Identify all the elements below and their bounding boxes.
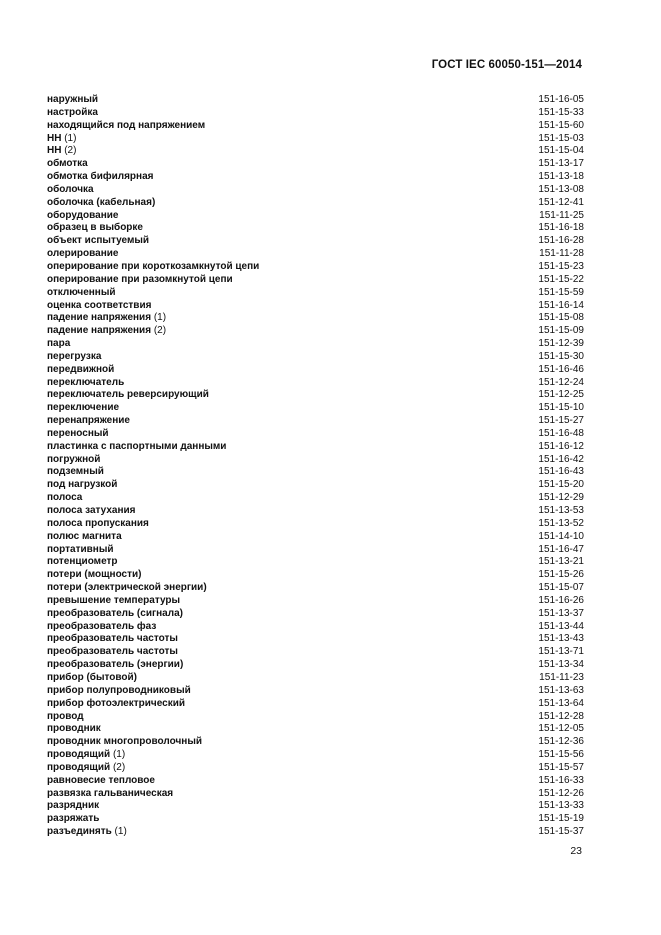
- entry-term: полюс магнита: [47, 530, 122, 542]
- entry-term-wrapper: [47, 762, 125, 775]
- entry-code: 151-13-71: [538, 646, 584, 658]
- entry-code: 151-12-28: [538, 710, 584, 722]
- index-entry: [47, 222, 584, 235]
- entry-term-wrapper: [47, 518, 149, 531]
- index-entry: [47, 775, 584, 788]
- index-entry: [47, 377, 584, 390]
- entry-code: 151-13-44: [538, 620, 584, 632]
- index-entry: [47, 544, 584, 557]
- entry-term-wrapper: [47, 325, 166, 338]
- entry-code: 151-15-37: [538, 826, 584, 838]
- entry-term: перегрузка: [47, 350, 102, 362]
- entry-term: переключатель реверсирующий: [47, 389, 209, 401]
- entry-term: перенапряжение: [47, 415, 130, 427]
- index-entry: [47, 171, 584, 184]
- entry-code: 151-12-39: [538, 338, 584, 350]
- entry-qualifier: (1): [151, 312, 167, 324]
- entry-code: 151-15-33: [538, 106, 584, 118]
- entry-term: объект испытуемый: [47, 235, 150, 247]
- entry-code: 151-16-48: [538, 427, 584, 439]
- entry-term: переносный: [47, 427, 109, 439]
- entry-code: 151-12-41: [538, 196, 584, 208]
- index-entry: [47, 364, 584, 377]
- index-entry: [47, 672, 584, 685]
- entry-term: оценка соответствия: [47, 299, 152, 311]
- entry-term-wrapper: [47, 775, 155, 788]
- entry-term: преобразователь частоты: [47, 646, 178, 658]
- entry-term-wrapper: [47, 672, 137, 685]
- index-entry: [47, 274, 584, 287]
- index-entries: [47, 94, 584, 839]
- entry-term-wrapper: [47, 544, 114, 557]
- index-entry: [47, 184, 584, 197]
- entry-term: пластинка с паспортными данными: [47, 440, 227, 452]
- index-entry: [47, 659, 584, 672]
- entry-term: прибор полупроводниковый: [47, 684, 191, 696]
- entry-term-wrapper: [47, 274, 233, 287]
- entry-term: настройка: [47, 106, 98, 118]
- entry-term: преобразователь частоты: [47, 633, 178, 645]
- index-entry: [47, 736, 584, 749]
- entry-term: прибор (бытовой): [47, 671, 137, 683]
- index-entry: [47, 826, 584, 839]
- entry-term: падение напряжения: [47, 325, 152, 337]
- index-entry: [47, 325, 584, 338]
- index-entry: [47, 492, 584, 505]
- entry-term: переключатель: [47, 376, 125, 388]
- entry-term: развязка гальваническая: [47, 787, 174, 799]
- entry-term: разрядник: [47, 800, 100, 812]
- entry-code: 151-16-18: [538, 222, 584, 234]
- entry-term-wrapper: [47, 197, 155, 210]
- entry-term-wrapper: [47, 736, 202, 749]
- entry-term-wrapper: [47, 171, 153, 184]
- entry-qualifier: (2): [151, 325, 167, 337]
- entry-code: 151-15-22: [538, 273, 584, 285]
- entry-term: под нагрузкой: [47, 479, 118, 491]
- entry-code: 151-12-36: [538, 736, 584, 748]
- entry-qualifier: (2): [61, 145, 77, 157]
- entry-term-wrapper: [47, 800, 99, 813]
- index-entry: [47, 158, 584, 171]
- entry-term: олерирование: [47, 248, 119, 260]
- entry-code: 151-15-19: [538, 813, 584, 825]
- entry-term: проводник: [47, 723, 101, 735]
- entry-term-wrapper: [47, 531, 122, 544]
- entry-term-wrapper: [47, 582, 207, 595]
- entry-code: 151-16-12: [538, 440, 584, 452]
- entry-term-wrapper: [47, 466, 104, 479]
- entry-code: 151-15-26: [538, 569, 584, 581]
- entry-term-wrapper: [47, 711, 84, 724]
- index-entry: [47, 698, 584, 711]
- document-header: ГОСТ IEC 60050-151—2014: [431, 59, 582, 71]
- entry-term-wrapper: [47, 248, 118, 261]
- entry-code: 151-13-33: [538, 800, 584, 812]
- entry-term-wrapper: [47, 364, 114, 377]
- entry-code: 151-15-08: [538, 312, 584, 324]
- index-entry: [47, 556, 584, 569]
- entry-term: полоса затухания: [47, 505, 136, 516]
- entry-code: 151-15-23: [538, 260, 584, 272]
- index-entry: [47, 621, 584, 634]
- entry-term-wrapper: [47, 505, 136, 518]
- entry-term-wrapper: [47, 441, 226, 454]
- entry-code: 151-13-18: [538, 171, 584, 183]
- entry-term-wrapper: [47, 402, 119, 415]
- entry-term-wrapper: [47, 120, 205, 133]
- entry-term: преобразователь (сигнала): [47, 607, 183, 619]
- entry-term-wrapper: [47, 107, 98, 120]
- entry-term: портативный: [47, 543, 114, 555]
- entry-term-wrapper: [47, 300, 151, 313]
- entry-term: НН: [47, 132, 62, 144]
- entry-term-wrapper: [47, 184, 94, 197]
- entry-term: обмотка бифилярная: [47, 171, 154, 183]
- entry-code: 151-15-57: [538, 761, 584, 773]
- entry-code: 151-16-47: [538, 543, 584, 555]
- entry-term: разряжать: [47, 813, 100, 825]
- entry-term: преобразователь (энергии): [47, 659, 184, 671]
- entry-code: 151-13-21: [538, 556, 584, 568]
- entry-code: 151-15-09: [538, 325, 584, 337]
- entry-term-wrapper: [47, 454, 100, 467]
- entry-code: 151-12-29: [538, 492, 584, 504]
- entry-term-wrapper: [47, 698, 185, 711]
- index-entry: [47, 197, 584, 210]
- entry-term-wrapper: [47, 788, 173, 801]
- entry-term: полоса пропускания: [47, 517, 149, 529]
- index-entry: [47, 762, 584, 775]
- entry-term-wrapper: [47, 261, 259, 274]
- entry-code: 151-16-43: [538, 466, 584, 478]
- index-entry: [47, 107, 584, 120]
- entry-term-wrapper: [47, 723, 101, 736]
- entry-term-wrapper: [47, 235, 149, 248]
- entry-code: 151-16-14: [538, 299, 584, 311]
- index-entry: [47, 454, 584, 467]
- entry-term-wrapper: [47, 415, 130, 428]
- entry-term: оперирование при разомкнутой цепи: [47, 273, 233, 285]
- entry-term: отключенный: [47, 286, 116, 298]
- entry-term: проводник многопроволочный: [47, 736, 202, 748]
- entry-code: 151-15-07: [538, 582, 584, 594]
- index-entry: [47, 145, 584, 158]
- entry-qualifier: (1): [61, 132, 77, 144]
- entry-term-wrapper: [47, 389, 209, 402]
- entry-term: преобразователь фаз: [47, 620, 157, 632]
- index-entry: [47, 505, 584, 518]
- entry-term: проводящий: [47, 749, 111, 761]
- entry-term-wrapper: [47, 813, 99, 826]
- index-entry: [47, 300, 584, 313]
- entry-term-wrapper: [47, 222, 143, 235]
- entry-code: 151-16-42: [538, 453, 584, 465]
- entry-term-wrapper: [47, 210, 118, 223]
- entry-code: 151-16-33: [538, 774, 584, 786]
- index-entry: [47, 235, 584, 248]
- entry-code: 151-15-30: [538, 350, 584, 362]
- index-entry: [47, 800, 584, 813]
- index-entry: [47, 531, 584, 544]
- entry-code: 151-12-25: [538, 389, 584, 401]
- entry-term: оболочка: [47, 183, 94, 195]
- index-entry: [47, 466, 584, 479]
- entry-code: 151-15-60: [538, 119, 584, 131]
- entry-term-wrapper: [47, 595, 180, 608]
- entry-code: 151-13-08: [538, 183, 584, 195]
- entry-term-wrapper: [47, 633, 178, 646]
- entry-code: 151-15-20: [538, 479, 584, 491]
- entry-term: пара: [47, 338, 71, 350]
- entry-term-wrapper: [47, 608, 183, 621]
- entry-term: оборудование: [47, 209, 119, 221]
- index-entry: [47, 633, 584, 646]
- entry-term: НН: [47, 145, 62, 157]
- entry-term: разъединять: [47, 826, 112, 838]
- entry-term: проводящий: [47, 761, 111, 773]
- entry-code: 151-15-04: [538, 145, 584, 157]
- index-entry: [47, 595, 584, 608]
- entry-code: 151-15-27: [538, 415, 584, 427]
- entry-term-wrapper: [47, 749, 125, 762]
- entry-term-wrapper: [47, 377, 124, 390]
- index-entry: [47, 479, 584, 492]
- index-entry: [47, 312, 584, 325]
- entry-term: образец в выборке: [47, 222, 143, 234]
- entry-code: 151-11-25: [539, 209, 584, 221]
- entry-code: 151-12-24: [538, 376, 584, 388]
- entry-term-wrapper: [47, 556, 118, 569]
- index-entry: [47, 248, 584, 261]
- entry-code: 151-11-23: [539, 671, 584, 683]
- entry-term-wrapper: [47, 312, 166, 325]
- entry-term: провод: [47, 710, 84, 722]
- entry-term: равновесие тепловое: [47, 774, 155, 786]
- index-entry: [47, 261, 584, 274]
- entry-code: 151-13-17: [538, 158, 584, 170]
- index-entry: [47, 287, 584, 300]
- entry-qualifier: (1): [110, 749, 126, 761]
- entry-code: 151-16-26: [538, 594, 584, 606]
- entry-code: 151-15-10: [538, 402, 584, 414]
- entry-code: 151-13-63: [538, 684, 584, 696]
- entry-term: падение напряжения: [47, 312, 152, 324]
- entry-term-wrapper: [47, 685, 191, 698]
- index-entry: [47, 646, 584, 659]
- entry-code: 151-11-28: [539, 248, 584, 260]
- entry-term: полоса: [47, 492, 83, 504]
- index-entry: [47, 518, 584, 531]
- entry-code: 151-13-37: [538, 607, 584, 619]
- entry-term-wrapper: [47, 133, 76, 146]
- index-entry: [47, 402, 584, 415]
- entry-code: 151-16-05: [538, 94, 584, 105]
- index-entry: [47, 749, 584, 762]
- index-entry: [47, 723, 584, 736]
- index-entry: [47, 813, 584, 826]
- entry-term-wrapper: [47, 428, 109, 441]
- entry-term: потенциометр: [47, 556, 118, 568]
- entry-term-wrapper: [47, 646, 178, 659]
- entry-term-wrapper: [47, 826, 127, 839]
- index-entry: [47, 608, 584, 621]
- index-entry: [47, 133, 584, 146]
- entry-term: находящийся под напряжением: [47, 119, 206, 131]
- entry-code: 151-13-64: [538, 697, 584, 709]
- entry-term: подземный: [47, 466, 104, 478]
- index-entry: [47, 351, 584, 364]
- entry-term-wrapper: [47, 492, 82, 505]
- index-entry: [47, 788, 584, 801]
- entry-qualifier: (1): [111, 826, 127, 838]
- entry-code: 151-12-26: [538, 787, 584, 799]
- entry-term: прибор фотоэлектрический: [47, 697, 185, 709]
- entry-code: 151-14-10: [538, 530, 584, 542]
- entry-term-wrapper: [47, 287, 116, 300]
- index-entry: [47, 94, 584, 107]
- index-entry: [47, 711, 584, 724]
- entry-term-wrapper: [47, 338, 70, 351]
- entry-code: 151-16-28: [538, 235, 584, 247]
- index-entry: [47, 210, 584, 223]
- entry-term: переключение: [47, 402, 120, 414]
- entry-term-wrapper: [47, 479, 117, 492]
- entry-term: оперирование при короткозамкнутой цепи: [47, 260, 260, 272]
- entry-term-wrapper: [47, 621, 156, 634]
- index-entry: [47, 389, 584, 402]
- entry-term: наружный: [47, 94, 99, 105]
- index-entry: [47, 582, 584, 595]
- entry-code: 151-15-03: [538, 132, 584, 144]
- entry-code: 151-15-56: [538, 749, 584, 761]
- entry-term-wrapper: [47, 145, 76, 158]
- entry-code: 151-16-46: [538, 363, 584, 375]
- entry-code: 151-15-59: [538, 286, 584, 298]
- entry-term: потери (мощности): [47, 569, 142, 581]
- index-entry: [47, 338, 584, 351]
- entry-term-wrapper: [47, 158, 88, 171]
- entry-code: 151-13-34: [538, 659, 584, 671]
- index-entry: [47, 120, 584, 133]
- entry-term: погружной: [47, 453, 101, 465]
- index-entry: [47, 569, 584, 582]
- entry-term-wrapper: [47, 94, 98, 107]
- entry-term: потери (электрической энергии): [47, 582, 207, 594]
- entry-term: передвижной: [47, 363, 115, 375]
- entry-code: 151-12-05: [538, 723, 584, 735]
- entry-term: превышение температуры: [47, 594, 181, 606]
- entry-term-wrapper: [47, 659, 183, 672]
- index-entry: [47, 428, 584, 441]
- entry-term: оболочка (кабельная): [47, 196, 156, 208]
- index-entry: [47, 415, 584, 428]
- index-entry: [47, 441, 584, 454]
- page-number: 23: [570, 845, 582, 857]
- entry-term-wrapper: [47, 351, 101, 364]
- entry-qualifier: (2): [110, 761, 126, 773]
- entry-code: 151-13-53: [538, 505, 584, 516]
- index-entry: [47, 685, 584, 698]
- entry-term-wrapper: [47, 569, 142, 582]
- entry-code: 151-13-43: [538, 633, 584, 645]
- entry-term: обмотка: [47, 158, 88, 170]
- entry-code: 151-13-52: [538, 517, 584, 529]
